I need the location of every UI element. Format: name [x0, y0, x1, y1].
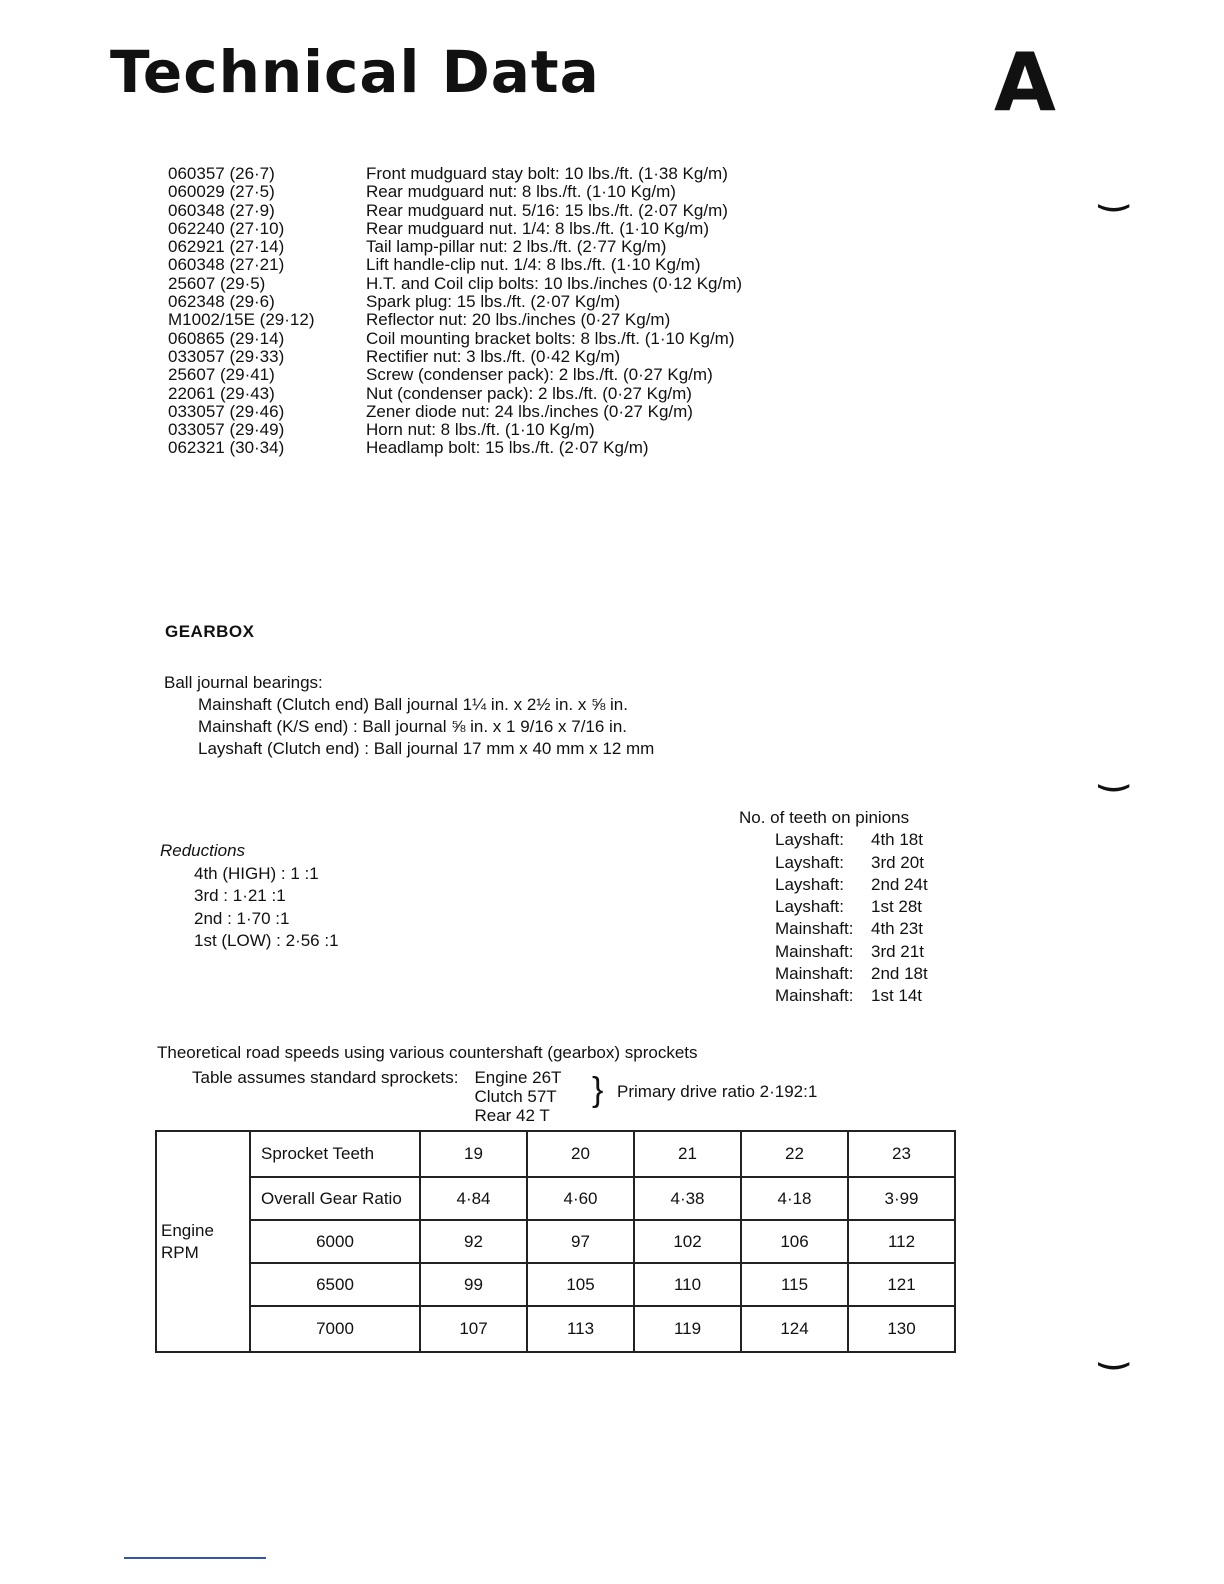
table-cell: 119	[634, 1306, 741, 1352]
list-item: Layshaft: 4th 18t	[775, 830, 923, 850]
table-cell: 3·99	[848, 1177, 955, 1220]
list-item: Mainshaft: 4th 23t	[775, 919, 923, 939]
table-cell: 102	[634, 1220, 741, 1263]
table-cell: 121	[848, 1263, 955, 1306]
list-item: 25607 (29·5) H.T. and Coil clip bolts: 10 lbs./inches (0·12 Kg/m)	[168, 273, 743, 293]
table-cell: 4·84	[420, 1177, 527, 1220]
list-item: 033057 (29·49) Horn nut: 8 lbs./ft. (1·10 Kg/m)	[168, 420, 595, 440]
road-speed-table	[155, 1130, 956, 1353]
table-cell: 105	[527, 1263, 634, 1306]
assumption-text: Table assumes standard sprockets:	[192, 1068, 459, 1087]
list-item: Rear 42 T	[474, 1106, 550, 1125]
table-cell: 112	[848, 1220, 955, 1263]
list-item: 1st (LOW) : 2·56 :1	[194, 931, 339, 950]
list-item: 060357 (26·7) Front mudguard stay bolt: 10 lbs./ft. (1·38 Kg/m)	[168, 164, 728, 183]
table-cell: 115	[741, 1263, 848, 1306]
pinions-title: No. of teeth on pinions	[739, 808, 910, 827]
table-cell: 110	[634, 1263, 741, 1306]
table-row	[156, 1263, 955, 1306]
rpm-cell: 7000	[250, 1306, 420, 1352]
list-item: 062921 (27·14) Tail lamp-pillar nut: 2 lbs./ft. (2·77 Kg/m)	[168, 237, 667, 257]
list-item: 033057 (29·33) Rectifier nut: 3 lbs./ft. (0·42 Kg/m)	[168, 346, 621, 366]
list-item: Clutch 57T	[474, 1087, 557, 1106]
bearings-title: Ball journal bearings:	[164, 673, 323, 692]
list-item: M1002/15E (29·12) Reflector nut: 20 lbs./inches (0·27 Kg/m)	[168, 310, 671, 330]
table-cell: 99	[420, 1263, 527, 1306]
table-cell: 19	[420, 1131, 527, 1177]
table-row	[156, 1220, 955, 1263]
table-cell: 22	[741, 1131, 848, 1177]
list-item: Mainshaft: 3rd 21t	[775, 941, 924, 961]
list-item: 4th (HIGH) : 1 :1	[194, 863, 319, 883]
list-item: Layshaft: 1st 28t	[775, 897, 923, 917]
sprocket-assumptions	[192, 1068, 561, 1125]
sprocket-teeth-label: Sprocket Teeth	[250, 1131, 420, 1177]
brace-icon: }	[592, 1071, 604, 1109]
list-item: Engine 26T	[474, 1068, 562, 1087]
footer-line	[124, 1557, 266, 1559]
list-item: Layshaft: 3rd 20t	[775, 852, 924, 872]
list-item: 062240 (27·10) Rear mudguard nut. 1/4: 8 lbs./ft. (1·10 Kg/m)	[168, 218, 709, 238]
table-cell: 97	[527, 1220, 634, 1263]
list-item: 033057 (29·46) Zener diode nut: 24 lbs./inches (0·27 Kg/m)	[168, 401, 693, 421]
table-cell: 23	[848, 1131, 955, 1177]
list-item: 062348 (29·6) Spark plug: 15 lbs./ft. (2·07 Kg/m)	[168, 292, 621, 312]
list-item: 060029 (27·5) Rear mudguard nut: 8 lbs./ft. (1·10 Kg/m)	[168, 182, 676, 202]
table-cell: 21	[634, 1131, 741, 1177]
list-item: 062321 (30·34) Headlamp bolt: 15 lbs./ft. (2·07 Kg/m)	[168, 438, 649, 458]
list-item: 060348 (27·21) Lift handle-clip nut. 1/4: 8 lbs./ft. (1·10 Kg/m)	[168, 255, 701, 275]
table-cell: 4·18	[741, 1177, 848, 1220]
bearings-section	[164, 672, 654, 760]
table-cell: 130	[848, 1306, 955, 1352]
rpm-cell: 6000	[250, 1220, 420, 1263]
table-cell: 4·38	[634, 1177, 741, 1220]
engine-rpm-label: Engine RPM	[156, 1131, 250, 1352]
rpm-cell: 6500	[250, 1263, 420, 1306]
table-cell: 106	[741, 1220, 848, 1263]
margin-mark-2: ‿	[1100, 753, 1128, 791]
list-item: 060348 (27·9) Rear mudguard nut. 5/16: 15 lbs./ft. (2·07 Kg/m)	[168, 200, 728, 220]
table-row	[156, 1131, 955, 1177]
table-cell: 92	[420, 1220, 527, 1263]
list-item: 22061 (29·43) Nut (condenser pack): 2 lbs./ft. (0·27 Kg/m)	[168, 383, 692, 403]
list-item: 3rd : 1·21 :1	[194, 886, 286, 905]
list-item: Layshaft: 2nd 24t	[775, 874, 928, 894]
list-item: 25607 (29·41) Screw (condenser pack): 2 lbs./ft. (0·27 Kg/m)	[168, 365, 713, 385]
list-item: Mainshaft (Clutch end) Ball journal 1¼ in. x 2½ in. x ⅝ in.	[198, 695, 628, 714]
gearbox-heading: GEARBOX	[165, 622, 255, 641]
primary-drive-ratio: Primary drive ratio 2·192:1	[617, 1082, 818, 1101]
list-item: 060865 (29·14) Coil mounting bracket bolts: 8 lbs./ft. (1·10 Kg/m)	[168, 328, 735, 348]
table-cell: 124	[741, 1306, 848, 1352]
reductions-title: Reductions	[160, 841, 246, 860]
table-row	[156, 1177, 955, 1220]
list-item: Mainshaft: 2nd 18t	[775, 964, 928, 984]
list-item: Mainshaft: 1st 14t	[775, 986, 923, 1006]
table-row	[156, 1306, 955, 1352]
margin-mark-3: ‿	[1100, 1331, 1128, 1369]
pinions-section	[739, 807, 928, 1008]
section-letter: A	[994, 36, 1056, 129]
gear-ratio-label: Overall Gear Ratio	[250, 1177, 420, 1220]
table-cell: 20	[527, 1131, 634, 1177]
torque-settings-list	[168, 165, 742, 458]
reductions-section	[160, 840, 339, 953]
list-item: Mainshaft (K/S end) : Ball journal ⅝ in. x 1 9/16 x 7/16 in.	[198, 717, 628, 736]
list-item: 2nd : 1·70 :1	[194, 908, 290, 928]
table-cell: 4·60	[527, 1177, 634, 1220]
page-title: Technical Data	[110, 38, 600, 106]
road-speeds-intro: Theoretical road speeds using various countershaft (gearbox) sprockets	[157, 1043, 698, 1062]
table-cell: 107	[420, 1306, 527, 1352]
list-item: Layshaft (Clutch end) : Ball journal 17 mm x 40 mm x 12 mm	[198, 739, 655, 758]
table-cell: 113	[527, 1306, 634, 1352]
margin-mark-1: ‿	[1100, 173, 1128, 211]
